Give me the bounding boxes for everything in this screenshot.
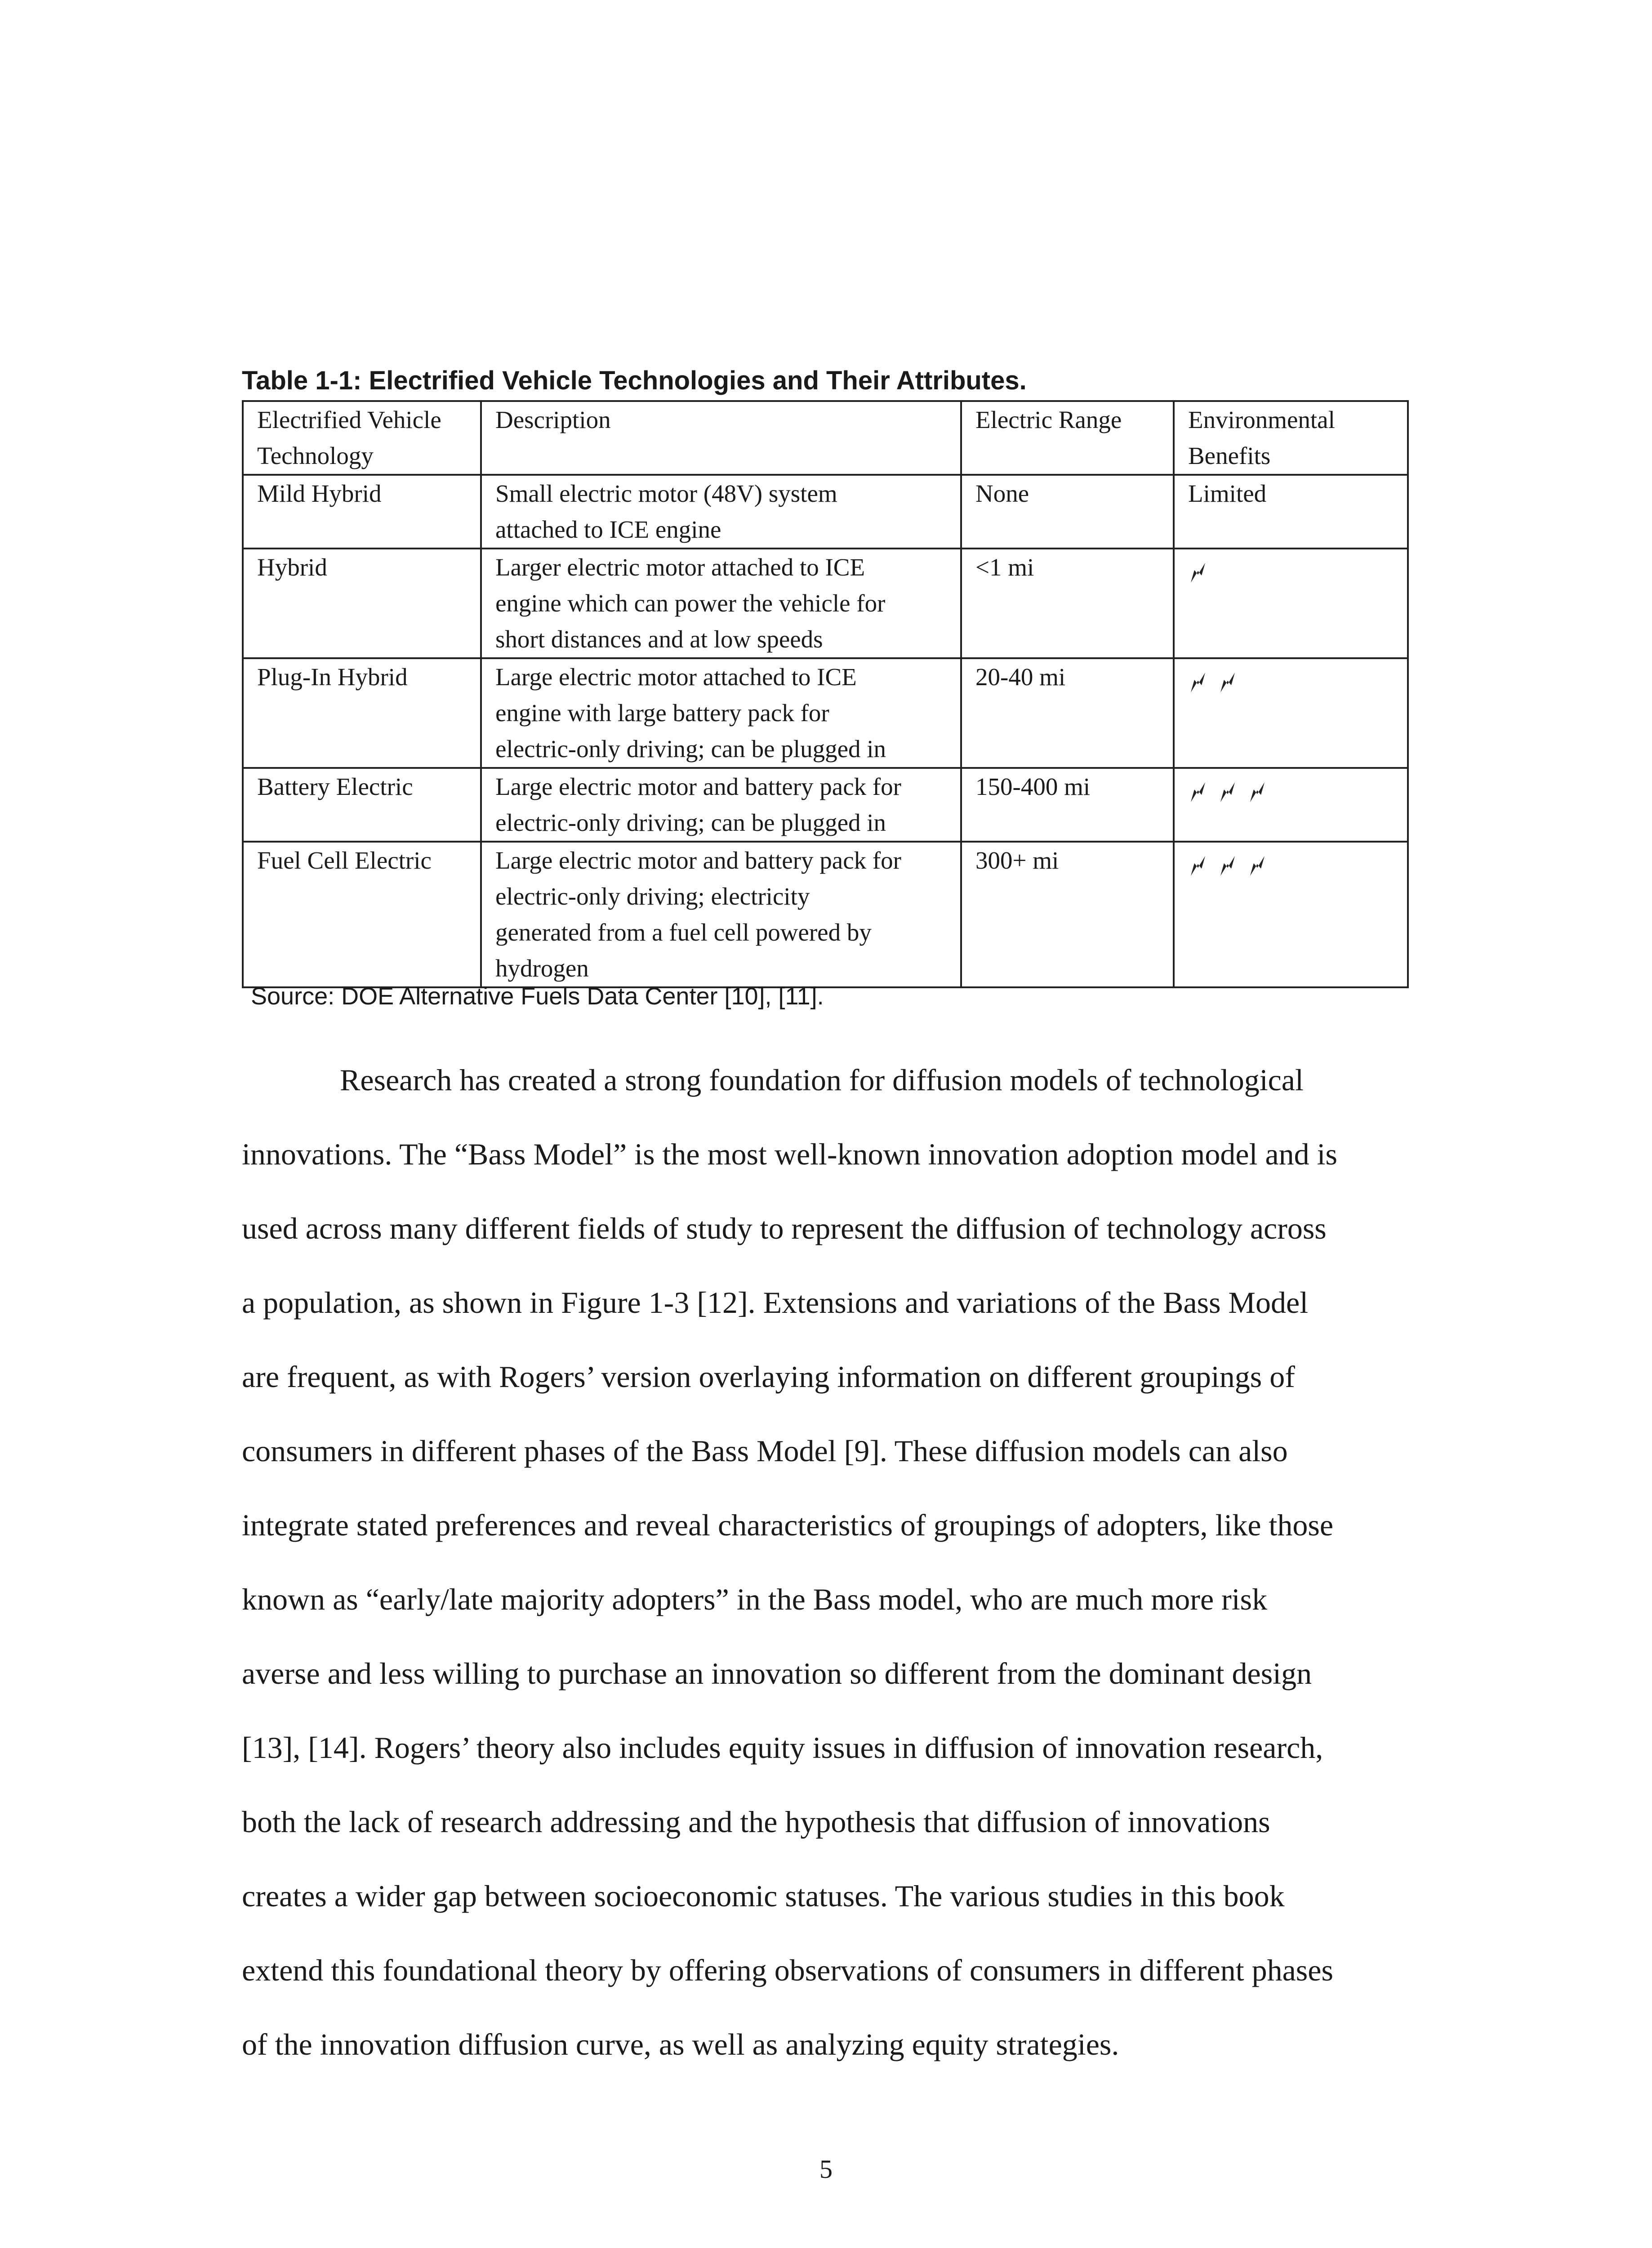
- cell-description: [481, 549, 961, 658]
- cell-range: 150-400 mi: [961, 768, 1174, 842]
- lightning-bolt-icon: [1188, 777, 1208, 798]
- paragraph-line: extend this foundational theory by offering observations of consumers in different phases: [242, 1953, 1333, 1987]
- cell-technology: Hybrid: [243, 549, 481, 658]
- cell-description-line: Large electric motor attached to ICE: [495, 663, 857, 691]
- header-technology: [243, 401, 481, 475]
- cell-range: 20-40 mi: [961, 658, 1174, 768]
- cell-description-line: electric-only driving; can be plugged in: [495, 809, 886, 836]
- lightning-bolt-icon: [1247, 777, 1267, 798]
- cell-description-line: short distances and at low speeds: [495, 625, 823, 653]
- paragraph-line: consumers in different phases of the Bass Model [9]. These diffusion models can also: [242, 1434, 1288, 1468]
- paragraph-line: [13], [14]. Rogers’ theory also includes equity issues in diffusion of innovation research,: [242, 1731, 1323, 1765]
- cell-description-line: Larger electric motor attached to ICE: [495, 553, 865, 581]
- cell-technology: Fuel Cell Electric: [243, 842, 481, 987]
- cell-description: [481, 768, 961, 842]
- cell-description-line: hydrogen: [495, 955, 589, 982]
- paragraph-line: creates a wider gap between socioeconomic statuses. The various studies in this book: [242, 1879, 1285, 1913]
- cell-description-line: attached to ICE engine: [495, 516, 721, 543]
- cell-technology: Mild Hybrid: [243, 475, 481, 549]
- cell-description-line: electric-only driving; electricity: [495, 883, 810, 910]
- cell-benefits: [1174, 658, 1408, 768]
- benefit-rating: [1188, 549, 1208, 579]
- paragraph-line: Research has created a strong foundation for diffusion models of technological: [340, 1063, 1304, 1097]
- header-technology-line: Technology: [257, 442, 374, 469]
- lightning-bolt-icon: [1218, 851, 1238, 872]
- benefit-rating: [1188, 769, 1267, 798]
- cell-technology: Plug-In Hybrid: [243, 658, 481, 768]
- cell-benefits: [1174, 475, 1408, 549]
- header-technology-line: Electrified Vehicle: [257, 406, 441, 433]
- page-number: 5: [819, 2154, 833, 2184]
- lightning-bolt-icon: [1188, 558, 1208, 579]
- table-caption: Table 1-1: Electrified Vehicle Technologies and Their Attributes.: [242, 366, 1027, 395]
- paragraph-line: a population, as shown in Figure 1-3 [12]. Extensions and variations of the Bass Model: [242, 1285, 1309, 1320]
- cell-description-line: engine with large battery pack for: [495, 699, 829, 727]
- paragraph-line: integrate stated preferences and reveal characteristics of groupings of adopters, like those: [242, 1508, 1334, 1542]
- lightning-bolt-icon: [1188, 667, 1208, 689]
- lightning-bolt-icon: [1247, 851, 1267, 872]
- cell-description-line: generated from a fuel cell powered by: [495, 919, 872, 946]
- paragraph-line: both the lack of research addressing and the hypothesis that diffusion of innovations: [242, 1805, 1270, 1839]
- table-header-row: [243, 401, 1408, 475]
- cell-benefits-text: Limited: [1188, 480, 1267, 507]
- header-benefits-line: Benefits: [1188, 442, 1271, 469]
- cell-range: 300+ mi: [961, 842, 1174, 987]
- cell-benefits: [1174, 768, 1408, 842]
- cell-range: <1 mi: [961, 549, 1174, 658]
- header-description: Description: [481, 401, 961, 475]
- lightning-bolt-icon: [1218, 667, 1238, 689]
- table-row: [243, 658, 1408, 768]
- header-benefits: [1174, 401, 1408, 475]
- paragraph-line: of the innovation diffusion curve, as well as analyzing equity strategies.: [242, 2027, 1119, 2061]
- table-row: [243, 549, 1408, 658]
- header-range: Electric Range: [961, 401, 1174, 475]
- body-paragraph: [242, 1043, 1411, 2082]
- cell-description-line: electric-only driving; can be plugged in: [495, 735, 886, 763]
- table-row: [243, 475, 1408, 549]
- cell-description: [481, 842, 961, 987]
- benefit-rating: [1188, 843, 1267, 872]
- cell-description-line: engine which can power the vehicle for: [495, 589, 886, 617]
- paragraph-line: are frequent, as with Rogers’ version overlaying information on different groupings of: [242, 1360, 1295, 1394]
- lightning-bolt-icon: [1188, 851, 1208, 872]
- cell-description-line: Large electric motor and battery pack for: [495, 847, 901, 874]
- table-row: [243, 842, 1408, 987]
- cell-description: [481, 475, 961, 549]
- cell-description: [481, 658, 961, 768]
- ev-technologies-table: [242, 400, 1409, 988]
- table-source-note: Source: DOE Alternative Fuels Data Center [10], [11].: [251, 983, 824, 1010]
- benefit-rating: [1188, 659, 1238, 689]
- paragraph-line: averse and less willing to purchase an innovation so different from the dominant design: [242, 1656, 1312, 1690]
- cell-description-line: Large electric motor and battery pack for: [495, 773, 901, 800]
- cell-benefits: [1174, 549, 1408, 658]
- table-row: [243, 768, 1408, 842]
- lightning-bolt-icon: [1218, 777, 1238, 798]
- cell-description-line: Small electric motor (48V) system: [495, 480, 837, 507]
- paragraph-line: innovations. The “Bass Model” is the most well-known innovation adoption model and is: [242, 1137, 1338, 1171]
- header-benefits-line: Environmental: [1188, 406, 1335, 433]
- cell-technology: Battery Electric: [243, 768, 481, 842]
- paragraph-line: known as “early/late majority adopters” in the Bass model, who are much more risk: [242, 1582, 1268, 1616]
- paragraph-line: used across many different fields of study to represent the diffusion of technology across: [242, 1211, 1327, 1245]
- cell-benefits: [1174, 842, 1408, 987]
- cell-range: None: [961, 475, 1174, 549]
